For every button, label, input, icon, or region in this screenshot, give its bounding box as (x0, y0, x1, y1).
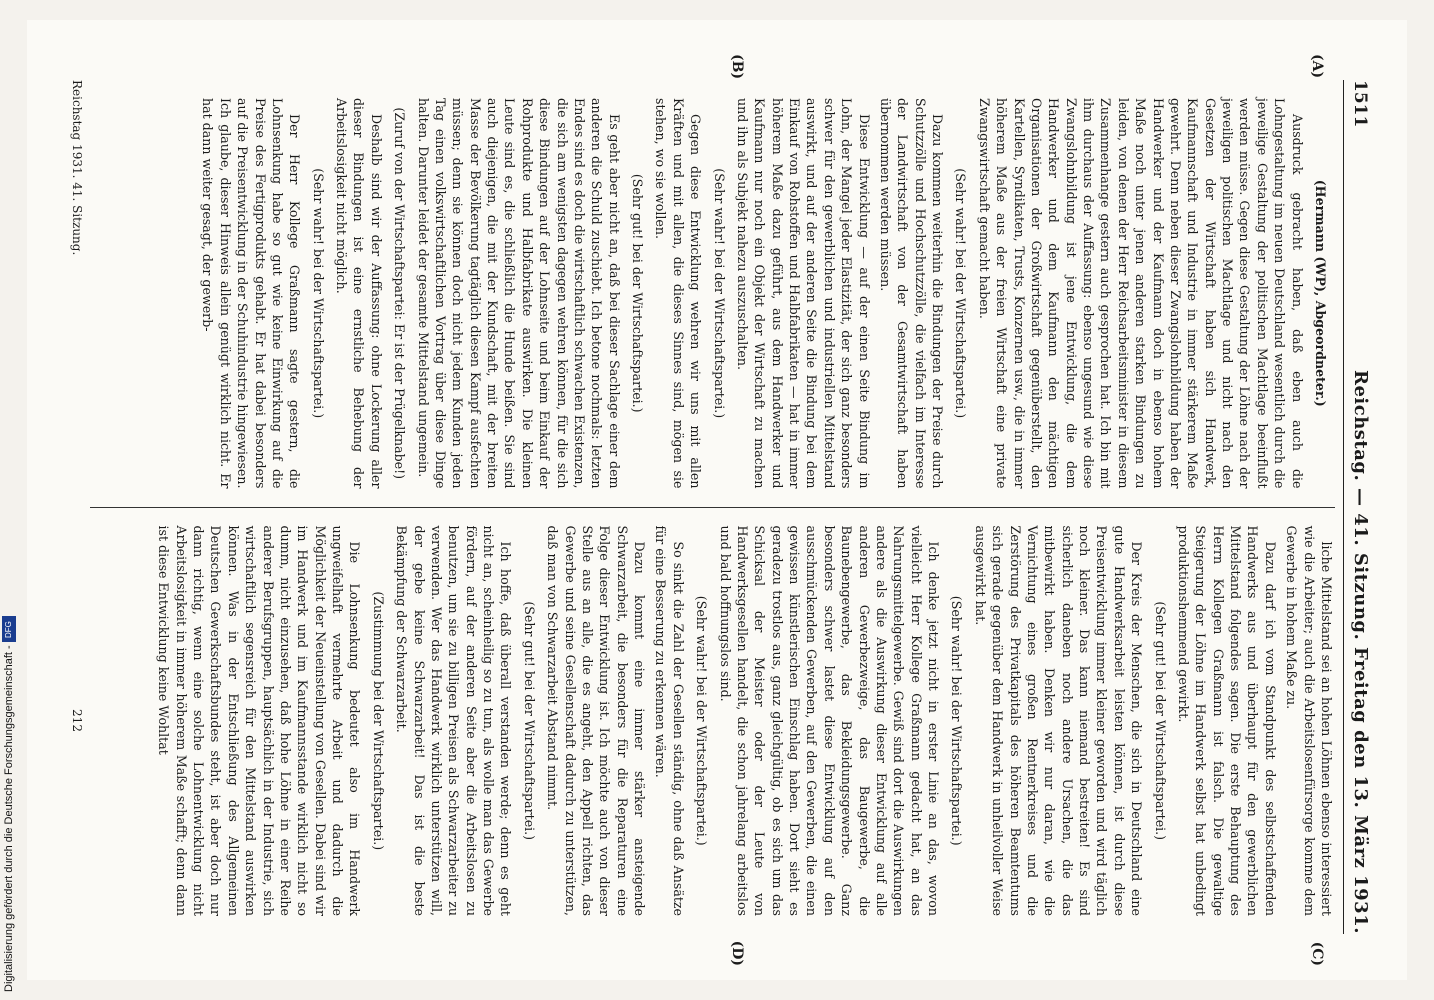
reaction-line: (Sehr wahr! bei der Wirtschaftspartei.) (949, 595, 965, 846)
footer-session: Reichstag 1931. 41. Sitzung. (70, 80, 84, 256)
credit-text: Digitalisierung gefördert durch die Deutsche Forschungsgemeinschaft - (3, 645, 15, 992)
digitization-credit (2, 2, 20, 992)
page-title: Reichstag. — 41. Sitzung. Freitag den 13. März 1931. (1350, 369, 1371, 934)
paragraph: Der Kreis der Menschen, die sich in Deutschland eine gute Handwerksarbeit leisten können, ist durch diese Preisentwicklung immer kleiner geworden und wird täglich noch kleiner. Das kann niemand bestreiten! Es sind sicherlich daneben noch andere Ursachen, die das mitbewirkt haben. Denken wir nur daran, wie die Vernichtung eines großen Rentnerkreises und die Zerstörung des Privatkapitals des höheren Beamtentums sich gerade gegenüber dem Handwerk in unheilvoller Weise ausgewirkt hat. (972, 525, 1145, 916)
page-number: 1511 (1350, 80, 1370, 128)
reaction-line: (Sehr wahr! bei der Wirtschaftspartei.) (694, 595, 710, 846)
reaction-line: (Zuruf von der Wirtschaftspartei: Er ist der Prügelknabe!) (392, 107, 408, 480)
reaction-line: (Sehr wahr! bei der Wirtschaftspartei.) (310, 168, 326, 419)
right-column (90, 507, 1335, 935)
margin-marker-c: (C) (1309, 941, 1325, 966)
reaction-line: (Sehr wahr! bei der Wirtschaftspartei.) (953, 168, 969, 419)
paragraph: Ich denke jetzt nicht in erster Linie an das, wovon vielleicht Herr Kollege Graßmann gedacht hat, an das Nahrungsmittelgewerbe. Gewiß sind dort die Auswirkungen andere als die Auswirkung dieser Entwicklung auf alle anderen Gewerbezweige, das Baugewerbe, die Baunebengewerbe, das Bekleidungsgewerbe. Ganz besonders schwer lastet diese Entwicklung auf den ausschmückenden Gewerben, auf den Gewerben, die einen gewissen künstlerischen Einschlag haben. Dort sieht es geradezu trostlos aus, ganz gleichgültig, ob es sich um das Schicksal der Meister oder der Leute von Handwerksgesellen handelt, die schon jahrelang arbeitslos und bald hoffnungslos sind. (717, 525, 942, 916)
reaction-line: (Sehr gut! bei der Wirtschaftspartei.) (521, 601, 537, 841)
paragraph: liche Mittelstand sei an hohen Löhnen ebenso interessiert wie die Arbeiter; auch die Arbeitslosenfürsorge komme dem Gewerbe in hohem Maße zu. (1284, 525, 1334, 916)
paragraph: Der Herr Kollege Graßmann sagte gestern, die Lohnsenkung habe so gut wie keine Einwirkung auf die Preise des Fertigprodukts gehabt. Er hat dabei besonders auf die Preisentwicklung in der Schuhindustrie hingewiesen. Ich glaube, dieser Hinweis allein genügt wirklich nicht. Er hat dann weiter gesagt, der gewerb- (200, 98, 303, 489)
paragraph: Ich hoffe, daß überall verstanden werde; denn es geht nicht an, scheinheilig so zu tun, als wolle man das Gewerbe fördern, auf der anderen Seite aber die Arbeitslosen zu benutzen, um sie zu billigen Preisen als Schwarzarbeiter zu verwenden. Wer das Handwerk wirklich unterstützen will, der gebe keine Schwarzarbeit! Das ist die beste Bekämpfung der Schwarzarbeit. (394, 525, 514, 916)
footer-page-number: 212 (70, 709, 84, 732)
paragraph: Die Lohnsenkung bedeutet also im Handwerk ungweifelhaft vermehrte Arbeit und dadurch die Möglichkeit der Neueinstellung von Gesellen. Dabei sind wir im Handwerk und im Kaufmannsstande wirklich nicht so dumm, nicht einzusehen, daß hohe Löhne in einer Reihe anderer Berufsgruppen, hauptsächlich in der Industrie, sich wirtschaftlich segensreich für den Mittelstand auswirken können. Was in der Entschließung des Allgemeinen Deutschen Gewerkschaftsbundes steht, ist aber doch nur dann richtig, wenn eine solche Lohnentwicklung nicht Arbeitslosigkeit in immer höherem Maße schafft; denn dann ist diese Entwicklung keine Wohltat (156, 525, 363, 916)
speaker-line: (Hermann (WP), Abgeordneter.) (1313, 179, 1328, 407)
margin-marker-a: (A) (1309, 54, 1325, 79)
page-footer (70, 80, 84, 934)
reaction-line: (Zustimmung bei der Wirtschaftspartei.) (370, 591, 386, 851)
page-header (1343, 80, 1371, 934)
columns (90, 54, 1335, 966)
paragraph: Deshalb sind wir der Auffassung: ohne Lockerung aller dieser Bindungen ist eine ernstliche Behebung der Arbeitslosigkeit nicht möglich. (334, 98, 384, 489)
paragraph: Dazu kommt eine immer stärker ansteigende Schwarzarbeit, die besonders für die Reparaturen eine Folge dieser Entwicklung ist. Ich möchte auch von dieser Stelle aus an alle, die es angeht, den Appell richten, das Gewerbe und seine Gesellenschaft dadurch zu unterstützen, daß man von Schwarzarbeit Abstand nimmt. (545, 525, 648, 916)
margin-marker-d: (D) (729, 940, 745, 966)
paragraph: Diese Entwicklung — auf der einen Seite Bindung im Lohn, der Mangel jeder Elastizität, der sich ganz besonders schwer für den gewerblichen und industriellen Mittelstand auswirkt, und auf der anderen Seite die Bindung bei dem Einkauf von Rohstoffen und Halbfabrikaten — hat in immer höherem Maße dazu geführt, aus dem Handwerker und Kaufmann nur noch ein Objekt der Wirtschaft zu machen und ihn als Subjekt nahezu auszuschalten. (735, 98, 872, 489)
reaction-line: (Sehr wahr! bei der Wirtschaftspartei.) (711, 168, 727, 419)
paragraph: Dazu kommen weiterhin die Bindungen der Preise durch Schutzzölle und Hochschutzzölle, die vielfach im Interesse der Landwirtschaft von der Gesamtwirtschaft haben übernommen werden müssen. (878, 98, 946, 489)
reaction-line: (Sehr gut! bei der Wirtschaftspartei.) (1152, 601, 1168, 841)
paragraph: So sinkt die Zahl der Gesellen ständig, ohne daß Ansätze für eine Besserung zu erkennen wären. (653, 525, 686, 916)
reaction-line: (Sehr gut! bei der Wirtschaftspartei.) (630, 173, 646, 413)
dfg-logo: DFG (2, 616, 16, 642)
paragraph: Dazu darf ich vom Standpunkt des selbstschaffenden Handwerks aus und überhaupt für den gewerblichen Mittelstand folgendes sagen. Die erste Behauptung des Herrn Kollegen Graßmann ist falsch. Die gewaltige Steigerung der Löhne im Handwerk selbst hat unbedingt produktionshemmend gewirkt. (1176, 525, 1278, 916)
paragraph: Ausdruck gebracht haben, daß eben auch die Lohngestaltung im neuen Deutschland wesentlich durch die jeweilige Gestaltung der politischen Machtlage beeinflußt werden müsse. Gegen diese Gestaltung der Löhne nach der jeweiligen politischen Machtlage und nicht nach den Gesetzen der Wirtschaft haben sich Handwerk, Kaufmannschaft und Industrie in immer stärkerem Maße gewehrt. Denn neben dieser Zwangslohnbildung haben der Handwerker und der Kaufmann doch in ebenso hohem Maße noch unter jenen anderen starken Bindungen zu leiden, von denen der Herr Reichsarbeitsminister in diesem Zusammenhange gestern auch gesprochen hat. Ich bin mit ihm durchaus der Auffassung: ebenso ungesund wie diese Zwangslohnbildung ist jene Entwicklung, die dem Handwerker und dem Kaufmann den mächtigen Organisationen der Großwirtschaft gegenüberstellt, den Kartellen, Syndikaten, Trusts, Konzernen usw., die in immer höherem Maße aus der freien Wirtschaft eine private Zwangswirtschaft gemacht haben. (976, 98, 1305, 489)
paragraph: Gegen diese Entwicklung wehren wir uns mit allen Kräften und mit allen, die dieses Sinnes sind, mögen sie stehen, wo sie wollen. (653, 98, 704, 489)
margin-marker-b: (B) (729, 54, 745, 80)
rotated-newspaper-page (27, 20, 1407, 980)
paragraph: Es geht aber nicht an, daß bei dieser Sachlage einer dem anderen die Schuld zuschiebt. Ich betone nochmals: letzten Endes sind es doch die wirtschaftlich schwachen Existenzen, die sich am wenigsten dagegen wehren können, für die sich diese Bindungen auf der Lohnseite und beim Einkauf der Rohprodukte und Halbfabrikate auswirken. Die kleinen Leute sind es, die schließlich die Hunde beißen. Sie sind auch diejenigen, die mit der Kundschaft, mit der breiten Masse der Bevölkerung tagtäglich diesen Kampf ausfechten müssen; denn sie können doch nicht jedem Kunden jeden Tag einen volkswirtschaftlichen Vortrag über diese Dinge halten. Darunter leidet der gesamte Mittelstand ungemein. (415, 98, 622, 489)
left-column (90, 80, 1335, 507)
